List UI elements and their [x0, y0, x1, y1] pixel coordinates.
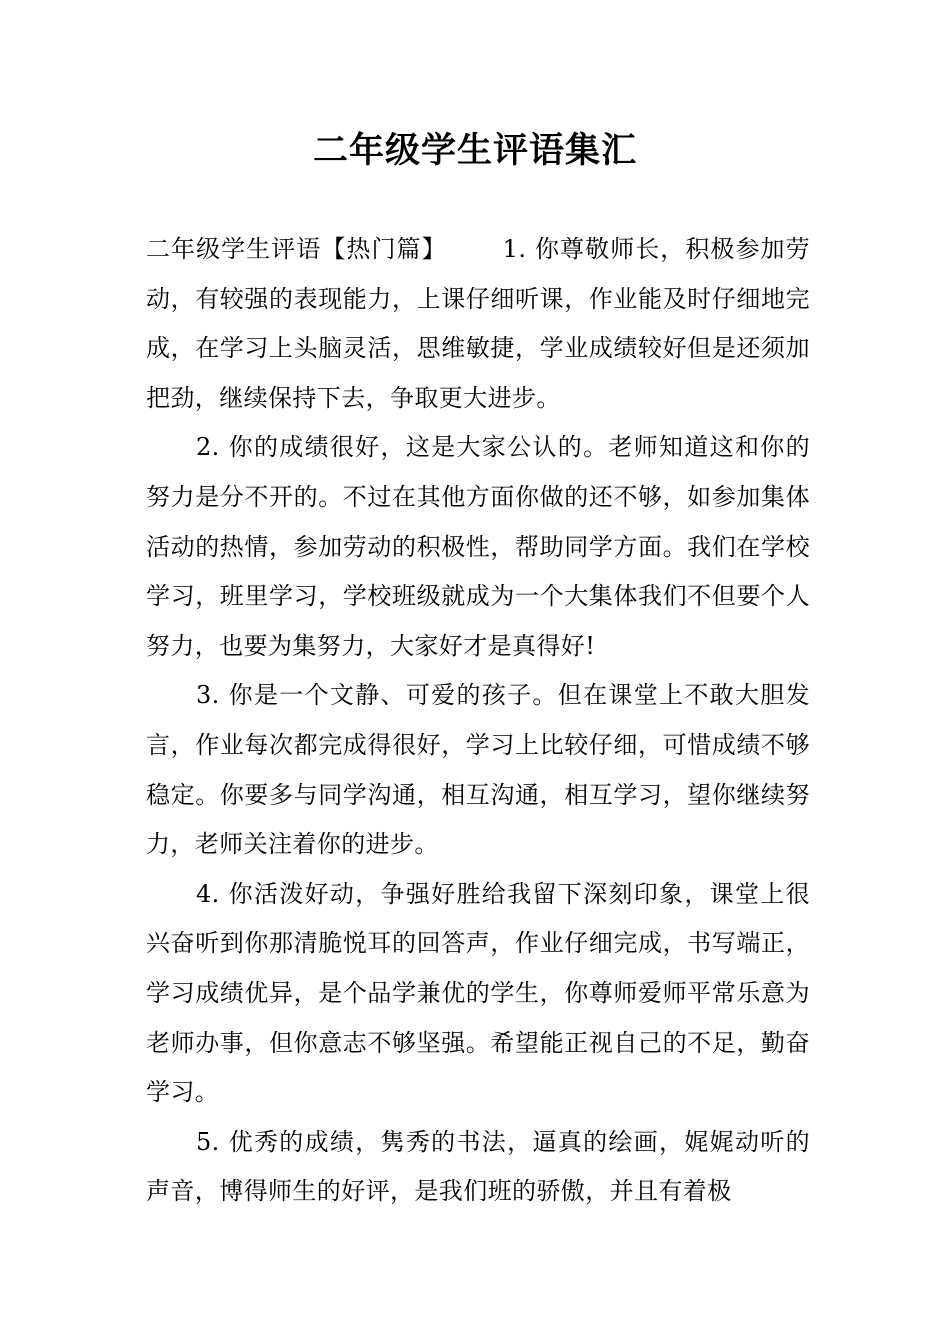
paragraph-5: 5. 优秀的成绩，隽秀的书法，逼真的绘画，娓娓动听的声音，博得师生的好评，是我们班的骄傲，并且有着极 — [146, 1127, 810, 1206]
document-title: 二年级学生评语集汇 — [312, 131, 637, 171]
paragraph-4: 4. 你活泼好动，争强好胜给我留下深刻印象，课堂上很兴奋听到你那清脆悦耳的回答声，作业仔细完成，书写端正，学习成绩优异，是个品学兼优的学生，你尊师爱师平常乐意为老师办事，但你意志不够坚强。希望能正视自己的不足，勤奋学习。 — [146, 879, 810, 1107]
paragraph-1-text: 1. 你尊敬师长，积极参加劳动，有较强的表现能力，上课仔细听课，作业能及时仔细地完成，在学习上头脑灵活，思维敏捷，学业成绩较好但是还须加把劲，继续保持下去，争取更大进步。 — [146, 235, 810, 412]
intro-label: 二年级学生评语【热门篇】 — [146, 235, 447, 263]
paragraph-1 — [146, 225, 810, 423]
document-body — [146, 225, 810, 1217]
paragraph-2: 2. 你的成绩很好，这是大家公认的。老师知道这和你的努力是分不开的。不过在其他方面你做的还不够，如参加集体活动的热情，参加劳动的积极性，帮助同学方面。我们在学校学习，班里学习，学校班级就成为一个大集体我们不但要个人努力，也要为集努力，大家好才是真得好! — [146, 433, 810, 660]
paragraph-3: 3. 你是一个文静、可爱的孩子。但在课堂上不敢大胆发言，作业每次都完成得很好，学习上比较仔细，可惜成绩不够稳定。你要多与同学沟通，相互沟通，相互学习，望你继续努力，老师关注着你的进步。 — [146, 681, 810, 859]
